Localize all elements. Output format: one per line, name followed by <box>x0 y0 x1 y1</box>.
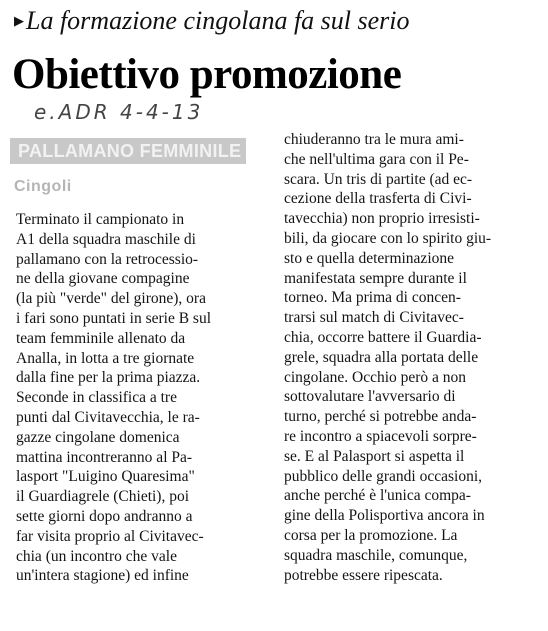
text-line: A1 della squadra maschile di <box>16 230 196 248</box>
headline: Obiettivo promozione <box>12 51 402 98</box>
text-line: team femminile allenato da <box>16 329 186 347</box>
body-column-1 <box>16 210 268 586</box>
text-line: turno, perché si potrebbe anda- <box>284 408 477 426</box>
text-line: dalla fine per la prima piazza. <box>16 369 201 387</box>
text-line: sottovalutare l'avversario di <box>284 388 456 406</box>
text-line: scara. Un tris di partite (ad ec- <box>284 170 473 188</box>
section-band <box>10 138 246 164</box>
text-line: un'intera stagione) ed infine <box>16 567 189 585</box>
text-line: punti dal Civitavecchia, le ra- <box>16 408 200 426</box>
text-line: sette giorni dopo andranno a <box>16 507 193 525</box>
text-line: chia (un incontro che vale <box>16 547 177 565</box>
text-line: corsa per la promozione. La <box>284 526 458 544</box>
text-line: tavecchia) non proprio irresisti- <box>284 210 480 228</box>
text-line: re incontro a spiacevoli sorpre- <box>284 427 477 445</box>
kicker-text: La formazione cingolana fa sul serio <box>26 6 410 35</box>
text-line: (la più "verde" del girone), ora <box>16 290 206 308</box>
text-line: anche perché è l'unica compa- <box>284 487 471 505</box>
kicker <box>14 6 410 36</box>
text-line: manifestata sempre durante il <box>284 269 467 287</box>
text-line: che nell'ultima gara con il Pe- <box>284 150 469 168</box>
text-line: Analla, in lotta a tre giornate <box>16 349 195 367</box>
text-line: Terminato il campionato in <box>16 211 185 228</box>
handwritten-note: e.ADR 4-4-13 <box>34 100 204 124</box>
text-line: far visita proprio al Civitavec- <box>16 527 204 545</box>
text-line: bili, da giocare con lo spirito giu- <box>284 229 492 247</box>
arrow-icon: ▶ <box>14 13 24 28</box>
text-line: chia, occorre battere il Guardia- <box>284 328 482 346</box>
text-line: Seconde in classifica a tre <box>16 389 177 407</box>
text-line: lasport "Luigino Quaresima" <box>16 468 195 486</box>
text-line: squadra maschile, comunque, <box>284 546 468 564</box>
text-line: pubblico delle grandi occasioni, <box>284 467 482 485</box>
text-line: mattina incontreranno al Pa- <box>16 448 193 466</box>
text-line: sto e quella determinazione <box>284 249 455 267</box>
text-line: cingolane. Occhio però a non <box>284 368 467 386</box>
dateline: Cingoli <box>14 178 72 195</box>
text-line: chiuderanno tra le mura ami- <box>284 131 464 148</box>
section-label: PALLAMANO FEMMINILE <box>18 141 242 161</box>
text-line: cezione della trasferta di Civi- <box>284 190 472 208</box>
text-line: il Guardiagrele (Chieti), poi <box>16 488 190 506</box>
text-line: se. E al Palasport si aspetta il <box>284 447 465 465</box>
text-line: pallamano con la retrocessio- <box>16 250 199 268</box>
text-line: trarsi sul match di Civitavec- <box>284 309 464 327</box>
body-column-2 <box>284 130 534 585</box>
text-line: ne della giovane compagine <box>16 270 190 288</box>
text-line: i fari sono puntati in serie B sul <box>16 309 212 327</box>
text-line: grele, squadra alla portata delle <box>284 348 479 366</box>
text-line: potrebbe essere ripescata. <box>284 566 443 584</box>
text-line: gazze cingolane domenica <box>16 428 180 446</box>
text-line: torneo. Ma prima di concen- <box>284 289 461 307</box>
text-line: gine della Polisportiva ancora in <box>284 507 485 525</box>
